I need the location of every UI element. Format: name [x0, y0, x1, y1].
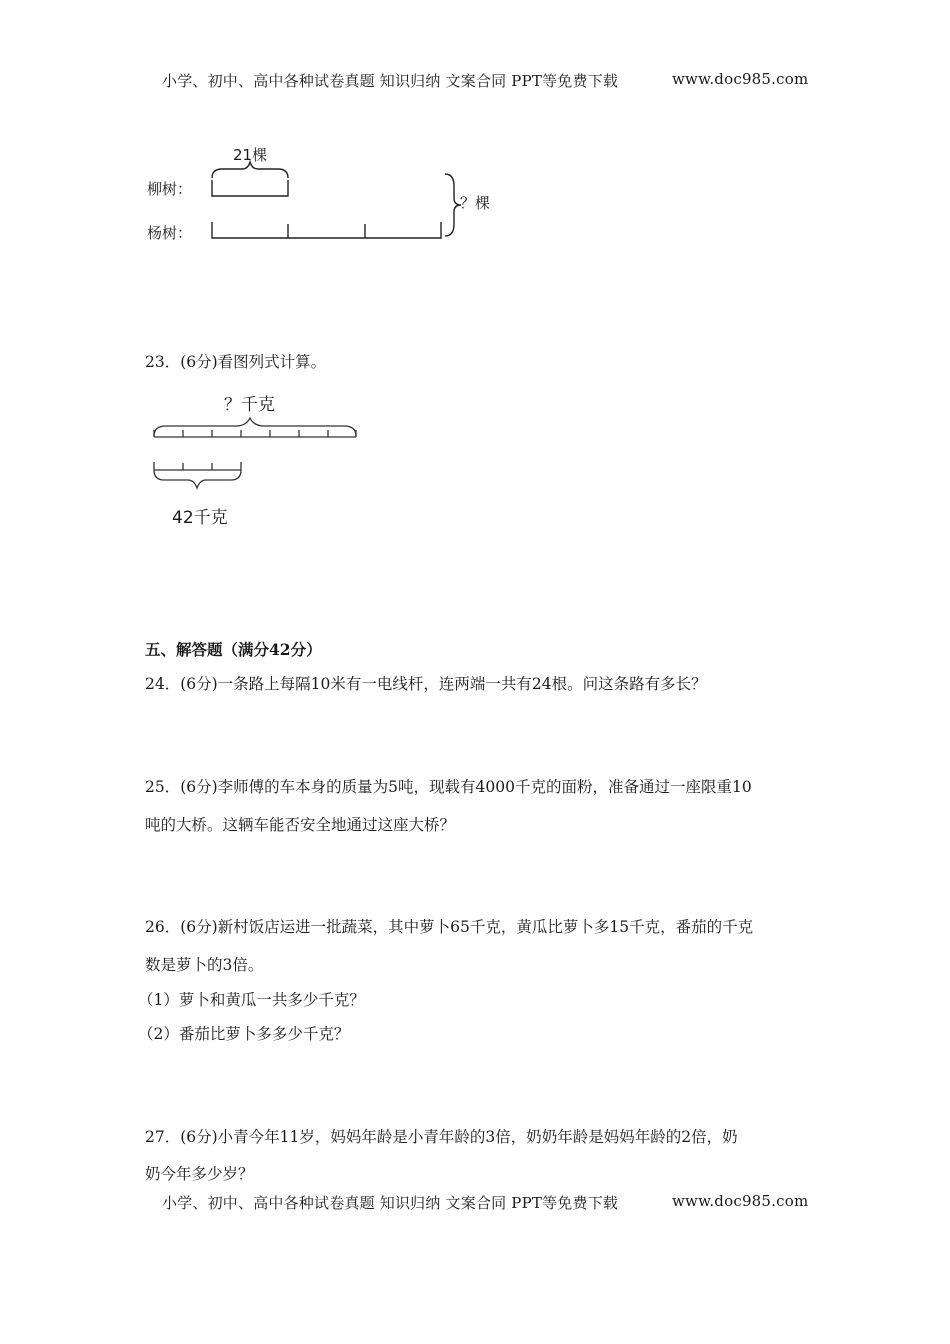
- willow-segment: [212, 180, 288, 196]
- q26-line1: 26．(6分)新村饭店运进一批蔬菜，其中萝卜65千克，黄瓜比萝卜多15千克，番茄的千克: [145, 918, 754, 936]
- willow-brace: [212, 162, 288, 178]
- q23-text: 23．(6分)看图列式计算。: [145, 353, 327, 371]
- weight-diagram-lines: [148, 412, 368, 512]
- q27-line1: 27．(6分)小青今年11岁，妈妈年龄是小青年龄的3倍，奶奶年龄是妈妈年龄的2倍，奶: [145, 1128, 738, 1146]
- poplar-segment: [212, 222, 441, 238]
- tree-top-label: 21棵: [233, 146, 268, 164]
- q26-line2: 数是萝卜的3倍。: [145, 956, 264, 974]
- tree-total-label: ？棵: [460, 194, 491, 212]
- section-title: 五、解答题（满分42分）: [145, 640, 322, 659]
- footer-slogan: 小学、初中、高中各种试卷真题 知识归纳 文案合同 PPT等免费下载: [162, 1194, 619, 1212]
- footer-site-link[interactable]: www.doc985.com: [672, 1192, 809, 1210]
- header-site-link[interactable]: www.doc985.com: [672, 70, 809, 88]
- willow-label: 柳树：: [147, 180, 193, 198]
- total-brace: [445, 174, 461, 236]
- q23-bottom-label: 42千克: [172, 508, 228, 528]
- poplar-label: 杨树：: [147, 224, 193, 242]
- tree-diagram-lines: [200, 158, 500, 258]
- part-weight-bar: [154, 462, 241, 470]
- total-weight-brace: [154, 418, 356, 436]
- q24-text: 24．(6分)一条路上每隔10米有一电线杆，连两端一共有24根。问这条路有多长？: [145, 675, 707, 693]
- q26-sub2: （2）番茄比萝卜多多少千克？: [138, 1025, 350, 1043]
- total-weight-bar: [154, 430, 356, 437]
- q26-sub1: （1）萝卜和黄瓜一共多少千克？: [138, 991, 365, 1009]
- q23-top-label: ？千克: [224, 395, 275, 415]
- part-weight-brace: [154, 470, 241, 488]
- page-header: [162, 70, 809, 91]
- q25-line1: 25．(6分)李师傅的车本身的质量为5吨，现载有4000千克的面粉，准备通过一座限重10: [145, 778, 752, 796]
- page-footer: [162, 1192, 809, 1213]
- q27-line2: 奶今年多少岁？: [145, 1165, 254, 1183]
- q25-line2: 吨的大桥。这辆车能否安全地通过这座大桥？: [145, 816, 456, 834]
- header-slogan: 小学、初中、高中各种试卷真题 知识归纳 文案合同 PPT等免费下载: [162, 72, 619, 90]
